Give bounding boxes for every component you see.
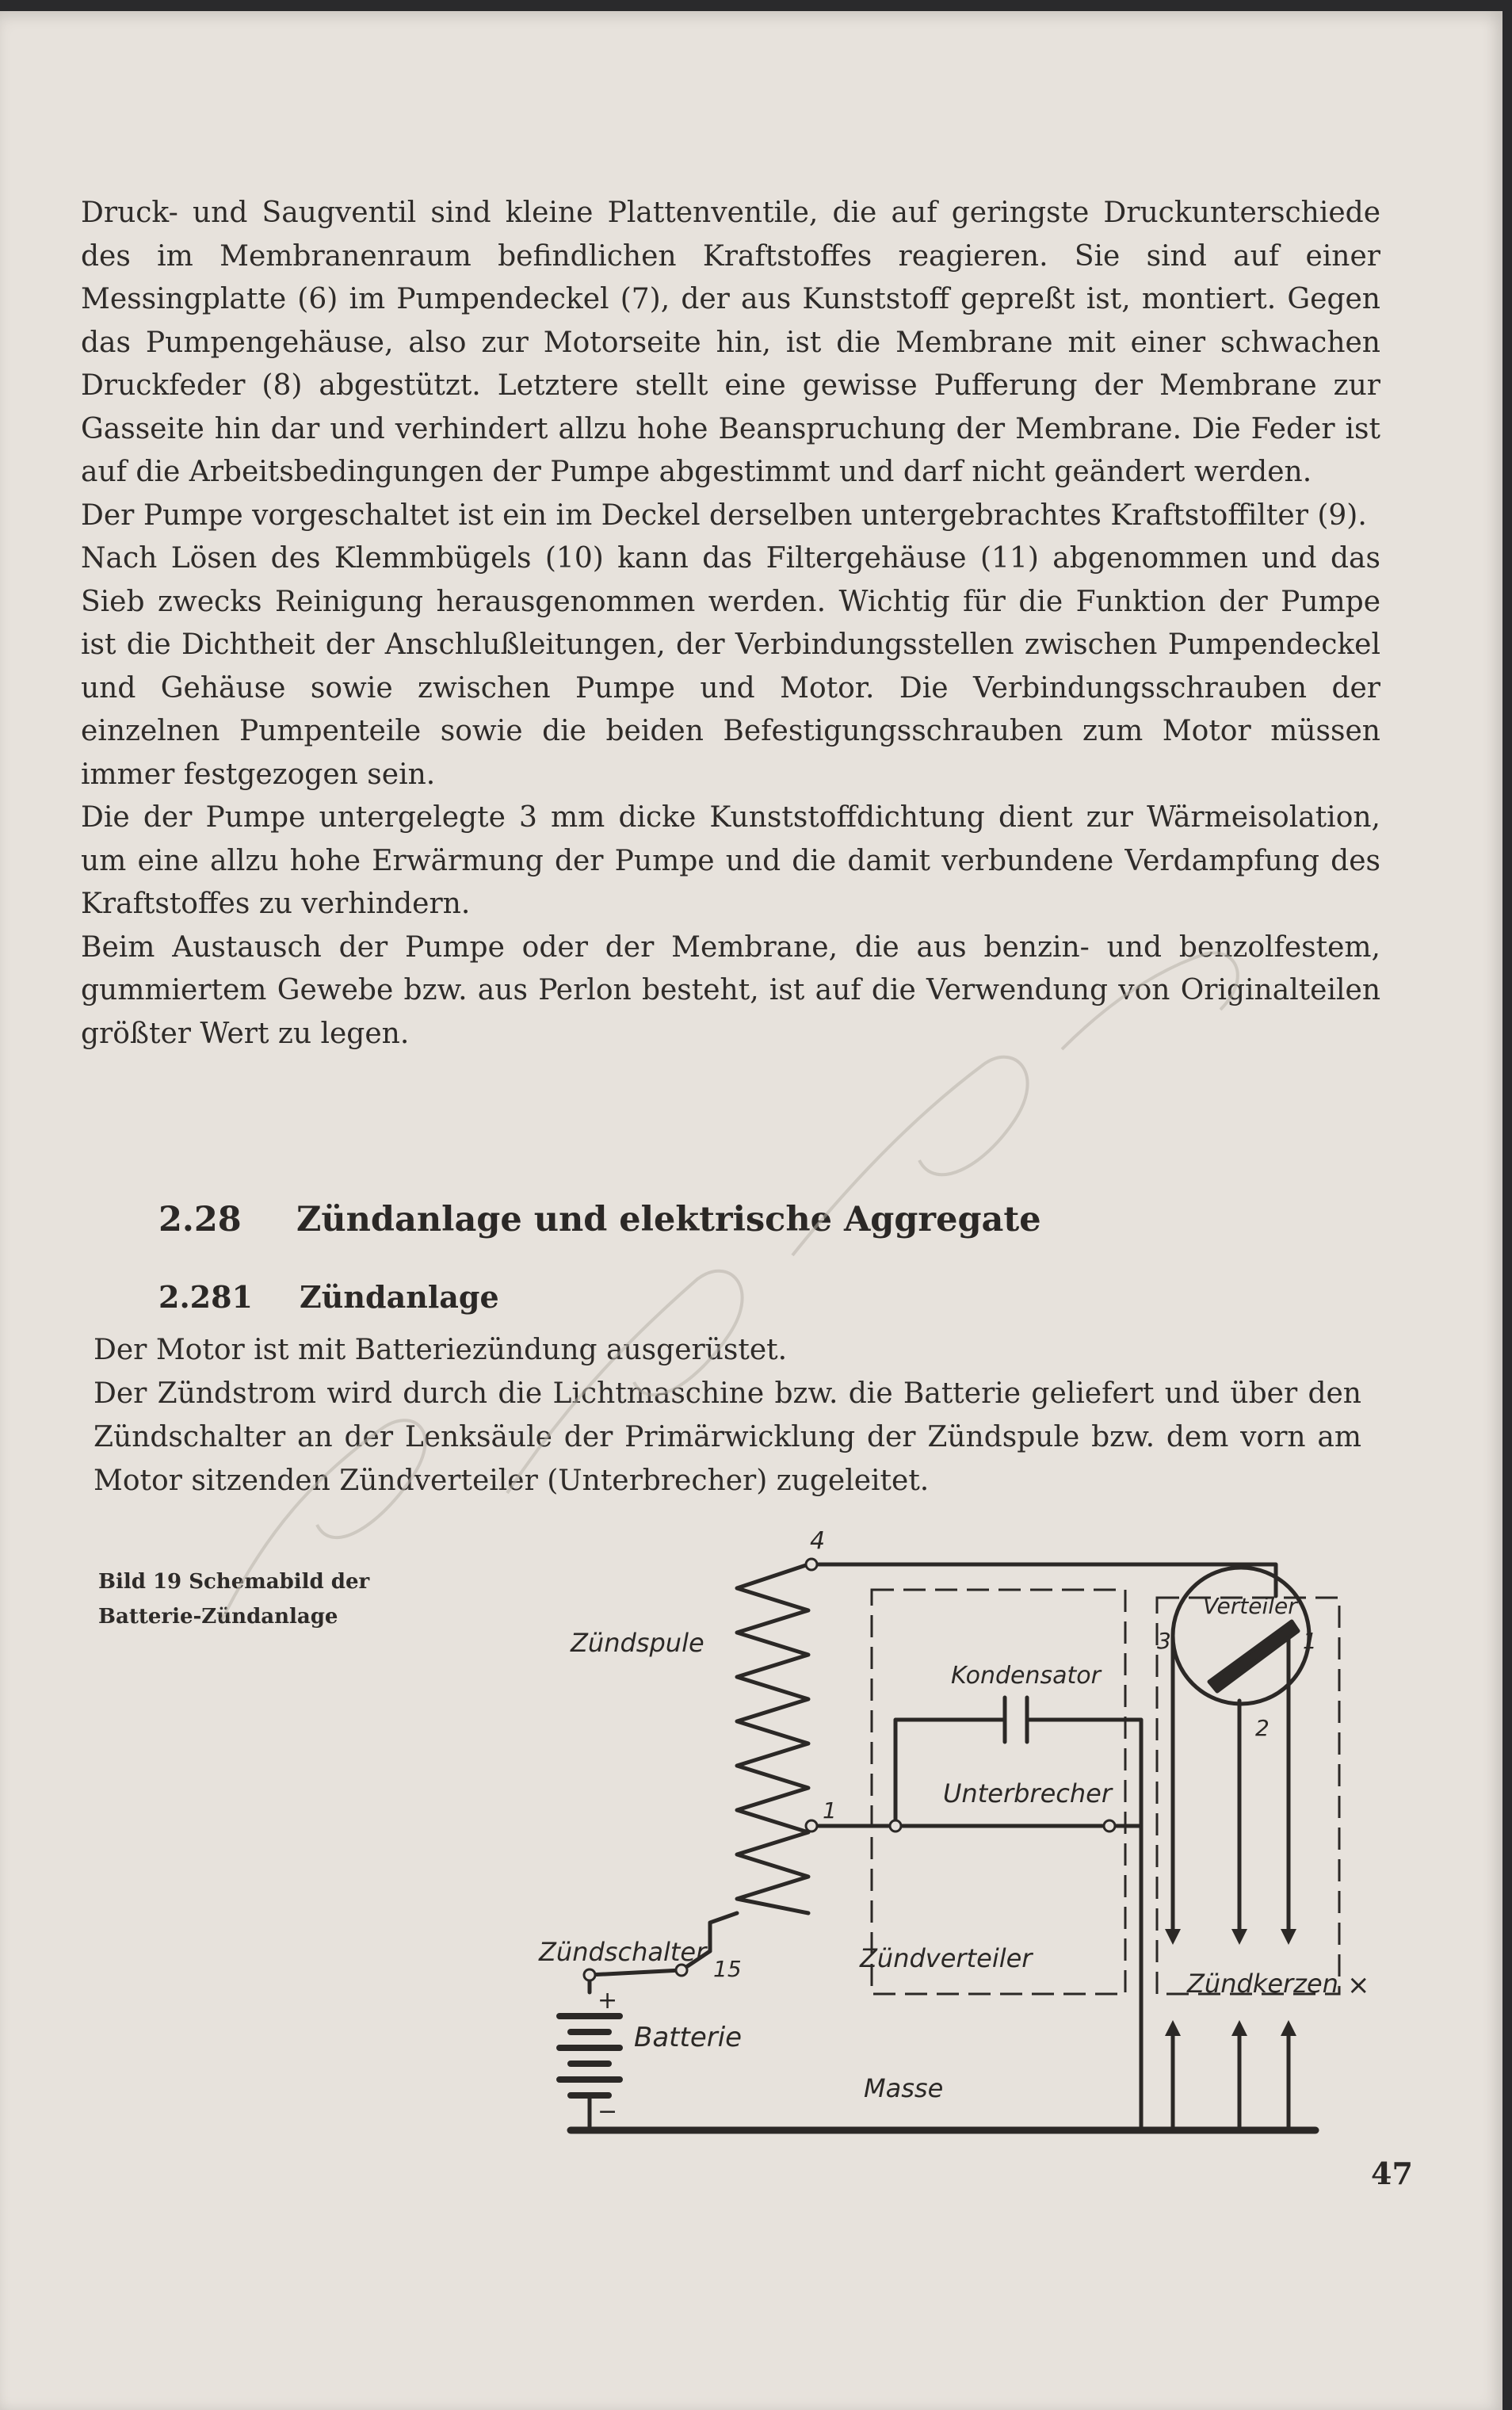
section-heading bbox=[158, 1200, 1041, 1239]
label-v1: 1 bbox=[1303, 1628, 1317, 1654]
body-text-bottom bbox=[94, 1328, 1361, 1503]
section-number: 2.28 bbox=[158, 1200, 242, 1239]
label-zuendkerzen: Zündkerzen bbox=[1187, 1969, 1338, 1999]
paragraph: Der Motor ist mit Batteriezündung ausgerüstet. bbox=[94, 1334, 788, 1366]
subsection-number: 2.281 bbox=[158, 1279, 253, 1315]
capacitor-branch bbox=[895, 1720, 1141, 1826]
paragraph: Druck- und Saugventil sind kleine Plattenventile, die auf geringste Druckunterschiede des im Membranenraum befindlichen Kraftstoffes reagieren. Sie sind auf einer Messingplatte (6) im Pumpendeckel (7), der aus Kunststoff gepreßt ist, montiert. Gegen das Pumpengehäuse, also zur Motorseite hin, ist die Membrane mit einer schwachen Druckfeder (8) abgestützt. Letztere stellt eine gewisse Pufferung der Membrane zur Gasseite hin dar und verhindert allzu hohe Beanspruchung der Membrane. Die Feder ist auf die Arbeitsbedingungen der Pumpe abgestimmt und darf nicht geändert werden. bbox=[81, 197, 1380, 488]
label-batterie: Batterie bbox=[634, 2022, 743, 2053]
label-v2: 2 bbox=[1255, 1715, 1270, 1741]
label-zuendverteiler: Zündverteiler bbox=[860, 1943, 1033, 1973]
label-terminal-1: 1 bbox=[823, 1797, 837, 1824]
paragraph: Der Zündstrom wird durch die Lichtmaschine bzw. die Batterie geliefert und über den Zündschalter an der Lenksäule der Primärwicklung der Zündspule bzw. dem vorn am Motor sitzenden Zündverteiler (Unterbrecher) zugeleitet. bbox=[94, 1377, 1361, 1497]
caption-line: Batterie-Zündanlage bbox=[98, 1605, 338, 1629]
section-title: Zündanlage und elektrische Aggregate bbox=[296, 1200, 1041, 1239]
label-verteiler: Verteiler bbox=[1203, 1593, 1297, 1619]
label-zuendschalter: Zündschalter bbox=[539, 1937, 707, 1967]
label-plus: + bbox=[598, 1987, 618, 2015]
label-minus: − bbox=[598, 2098, 618, 2125]
label-unterbrecher: Unterbrecher bbox=[943, 1778, 1112, 1808]
battery-cells bbox=[559, 2016, 620, 2095]
label-cross: × bbox=[1347, 1969, 1370, 2001]
caption-line: Bild 19 Schemabild der bbox=[98, 1570, 370, 1594]
label-terminal-4: 4 bbox=[810, 1527, 826, 1555]
subsection-title: Zündanlage bbox=[300, 1279, 499, 1315]
figure-caption bbox=[98, 1564, 431, 1634]
wire-coil-switch bbox=[710, 1913, 737, 1951]
ignition-schematic bbox=[523, 1517, 1426, 2151]
label-kondensator: Kondensator bbox=[951, 1662, 1101, 1690]
subsection-heading bbox=[158, 1279, 499, 1315]
wire-terminal-4 bbox=[811, 1564, 1276, 1596]
book-page bbox=[0, 11, 1502, 2410]
capacitor-plate bbox=[1005, 1698, 1027, 1742]
paragraph: Der Pumpe vorgeschaltet ist ein im Deckel derselben untergebrachtes Kraftstoffilter (9). bbox=[81, 498, 1367, 532]
distributor-rotor bbox=[1209, 1621, 1298, 1691]
body-text-top bbox=[81, 192, 1380, 1056]
paragraph: Beim Austausch der Pumpe oder der Membrane, die aus benzin- und benzolfestem, gummiertem Gewebe bzw. aus Perlon besteht, ist auf die Verwendung von Originalteilen größter Wert zu legen. bbox=[81, 930, 1380, 1050]
label-v3: 3 bbox=[1157, 1628, 1171, 1654]
page-number: 47 bbox=[1371, 2156, 1413, 2191]
label-terminal-15: 15 bbox=[713, 1956, 742, 1982]
label-masse: Masse bbox=[864, 2073, 944, 2103]
paragraph: Nach Lösen des Klemmbügels (10) kann das Filtergehäuse (11) abgenommen und das Sieb zwecks Reinigung herausgenommen werden. Wichtig für die Funktion der Pumpe ist die Dichtheit der Anschlußleitungen, der Verbindungsstellen zwischen Pumpendeckel und Gehäuse sowie zwischen Pumpe und Motor. Die Verbindungsschrauben der einzelnen Pumpenteile sowie die beiden Befestigungsschrauben zum Motor müssen immer festgezogen sein. bbox=[81, 542, 1380, 791]
label-zuendspule: Zündspule bbox=[571, 1628, 704, 1658]
paragraph: Die der Pumpe untergelegte 3 mm dicke Kunststoffdichtung dient zur Wärmeisolation, um eine allzu hohe Erwärmung der Pumpe und die damit verbundene Verdampfung des Kraftstoffes zu verhindern. bbox=[81, 801, 1380, 920]
coil-winding bbox=[737, 1564, 808, 1913]
